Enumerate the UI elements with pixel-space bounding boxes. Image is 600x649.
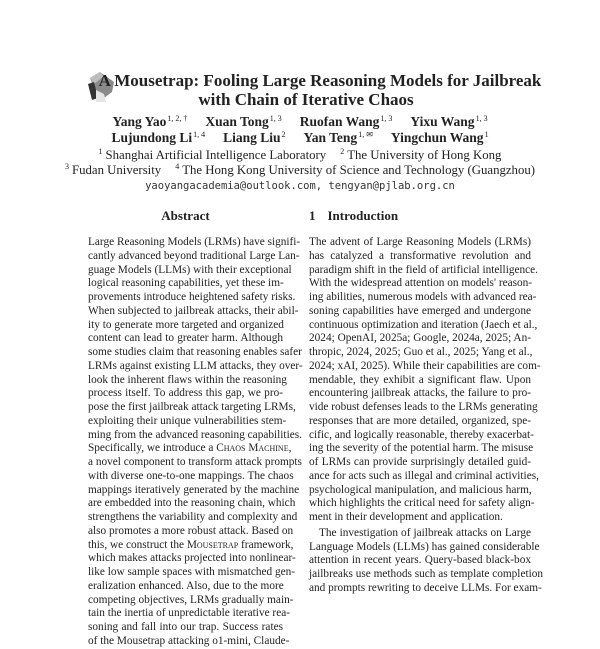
text-line: content can lead to greater harm. Although — [88, 332, 283, 345]
text-line: The investigation of jailbreak attacks on Large — [319, 526, 531, 539]
text-line: ance for acts such as illegal and criminal activities, — [309, 469, 539, 482]
affiliation-row — [0, 147, 600, 163]
author-name: Yingchun Wang — [390, 130, 484, 145]
text-line: mappings iteratively generated by the machine — [88, 483, 300, 496]
author-name: Ruofan Wang — [299, 114, 380, 129]
text-line: look the inherent flaws within the reasoning — [88, 373, 287, 386]
text-line: cific, and logically reasonable, thereby exacerbat- — [309, 428, 534, 441]
text-line: soning capabilities have emerged and undergone — [309, 304, 531, 317]
text-line: The advent of Large Reasoning Models (LRMs) — [309, 236, 531, 248]
affiliation-number: 1 — [98, 147, 103, 156]
small-caps-term: Mousetrap — [186, 538, 239, 551]
introduction-body — [309, 236, 544, 596]
text-line: When subjected to jailbreak attacks, their abil- — [88, 304, 299, 317]
author-name: Yan Teng — [303, 130, 358, 145]
author — [304, 130, 373, 145]
section-title: Introduction — [327, 208, 399, 223]
author — [205, 114, 281, 129]
author — [410, 114, 487, 129]
text-line: ity to generate more targeted and organized — [88, 318, 284, 331]
text-line: mendable, they exhibit a significant flaw. Upon — [309, 373, 531, 386]
text-line: encountering jailbreak attacks, the failure to pro- — [309, 387, 531, 400]
text-line: ing the severity of the potential harm. The misuse — [309, 442, 534, 455]
small-caps-term: Chaos Machine — [216, 442, 289, 455]
text-line: which highlights the critical need for safety align- — [309, 497, 535, 510]
text-line: Language Models (LLMs) has gained considerable — [309, 540, 540, 553]
paper-title-line-2: with Chain of Iterative Chaos — [198, 90, 414, 109]
author-row — [0, 114, 600, 130]
text-line: guage Models (LLMs) with their exceptional — [88, 263, 292, 276]
affiliation-name: The University of Hong Kong — [347, 148, 502, 162]
text-line: logical reasoning capabilities, yet these im- — [88, 277, 284, 290]
text-line: provements introduce heightened safety risks. — [88, 291, 296, 303]
text-line: ing abilities, numerous models with advanced rea- — [309, 291, 537, 303]
affiliation-row — [0, 162, 600, 178]
author-name: Liang Liu — [223, 130, 281, 145]
author — [112, 114, 187, 129]
text-line: exploiting their unique vulnerabilities stem- — [88, 414, 287, 427]
text-line: process itself. To address this gap, we pro- — [88, 387, 283, 400]
affiliation-number: 3 — [64, 162, 69, 171]
text-line: a novel component to transform attack prompts — [88, 456, 302, 468]
author-name: Lujundong Li — [111, 130, 193, 145]
text-line: jailbreaks use methods such as template completion — [309, 568, 544, 580]
paper-title-line-1: A Mousetrap: Fooling Large Reasoning Models for Jailbreak — [98, 71, 542, 90]
author — [223, 130, 285, 145]
text-line: are embedded into the reasoning chain, which — [88, 497, 296, 510]
text-line: ming from the advanced reasoning capabilities. — [88, 428, 302, 441]
author-name: Yixu Wang — [410, 114, 475, 129]
text-line: soning and fall into our trap. Success rates — [88, 621, 283, 633]
text-line: with diverse one-to-one mappings. The chaos — [88, 469, 294, 482]
text-line: also promotes a more robust attack. Based on — [88, 524, 294, 537]
text-line: paradigm shift in the field of artificial intelligence. — [309, 263, 538, 276]
affiliation-name: Fudan University — [71, 163, 162, 177]
author-affiliation-marks: 1, 4 — [193, 130, 206, 139]
author-affiliation-marks: 1, 3 — [475, 114, 488, 123]
text-line: continuous optimization and iteration (Jaech et al., — [309, 318, 538, 331]
text-line: LRMs against existing LLM attacks, they over- — [88, 359, 303, 372]
text-line: psychological manipulation, and malicious harm, — [309, 483, 532, 496]
text-line: 2024; xAI, 2025). While their capabilities are com- — [309, 359, 541, 372]
text-line: cantly advanced beyond traditional Large Lan- — [88, 249, 300, 262]
text-line: like low sample spaces with mismatched gen- — [88, 566, 296, 578]
text-line: With the widespread attention on models' reason- — [309, 277, 533, 290]
text-line: this, we construct the Mousetrap framework, — [88, 538, 294, 551]
affiliation — [65, 163, 161, 177]
text-line: attention in recent years. Query-based black-box — [309, 554, 531, 567]
affiliation — [340, 148, 501, 162]
text-line: vide robust defenses leads to the LRMs generating — [309, 401, 538, 413]
text-line: tain the inertia of unpredictable iterative rea- — [88, 607, 290, 620]
text-line: strengthens the variability and complexity and — [88, 511, 298, 523]
text-line: responses that are more detailed, organized, spe- — [309, 414, 531, 427]
text-line: Large Reasoning Models (LRMs) have signifi- — [88, 236, 301, 248]
text-line: which makes attacks projected into nonlinear- — [88, 552, 296, 565]
text-line: competing objectives, LRMs gradually main- — [88, 593, 294, 606]
author-name: Yang Yao — [112, 114, 167, 129]
text-line: and prompts rewriting to deceive LLMs. For exam- — [309, 581, 542, 594]
author — [300, 114, 393, 129]
affiliation — [99, 148, 327, 162]
section-number: 1 — [309, 208, 316, 223]
text-line: thropic, 2024, 2025; Guo et al., 2025; Yang et al., — [309, 346, 533, 358]
text-line: some studies claim that reasoning enables safer — [88, 346, 302, 358]
abstract-heading: Abstract — [161, 208, 210, 223]
author — [391, 130, 489, 145]
text-line: of the Mousetrap attacking o1-mini, Claude- — [88, 634, 290, 647]
author-affiliation-marks: 1, ✉ — [358, 130, 373, 139]
author-emails: yaoyangacademia@outlook.com, tengyan@pjlab.org.cn — [145, 180, 455, 192]
text-line: Specifically, we introduce a Chaos Machine, — [88, 442, 292, 455]
affiliation-name: The Hong Kong University of Science and Technology (Guangzhou) — [182, 163, 536, 177]
text-line: eralization enhanced. Also, due to the more — [88, 579, 284, 592]
affiliation-number: 2 — [340, 147, 345, 156]
author-affiliation-marks: 1, 3 — [269, 114, 282, 123]
affiliation-number: 4 — [175, 162, 180, 171]
affiliation — [175, 163, 535, 177]
text-line: of LRMs can provide surprisingly detailed guid- — [309, 456, 531, 468]
author-affiliation-marks: 1, 3 — [380, 114, 393, 123]
author — [111, 130, 205, 145]
text-line: 2024; OpenAI, 2025a; Google, 2024a, 2025; An- — [309, 332, 531, 345]
author-affiliation-marks: 1 — [484, 130, 489, 139]
abstract-body — [88, 236, 303, 649]
author-row — [0, 130, 600, 146]
introduction-heading — [309, 208, 398, 224]
text-line: pose the first jailbreak attack targeting LRMs, — [88, 401, 296, 413]
author-name: Xuan Tong — [205, 114, 269, 129]
author-affiliation-marks: 1, 2, † — [167, 114, 188, 123]
text-line: has catalyzed a transformative revolution and — [309, 249, 531, 262]
text-line: ment in their development and application. — [309, 511, 503, 523]
affiliation-name: Shanghai Artificial Intelligence Laboratory — [105, 148, 327, 162]
author-affiliation-marks: 2 — [281, 130, 286, 139]
